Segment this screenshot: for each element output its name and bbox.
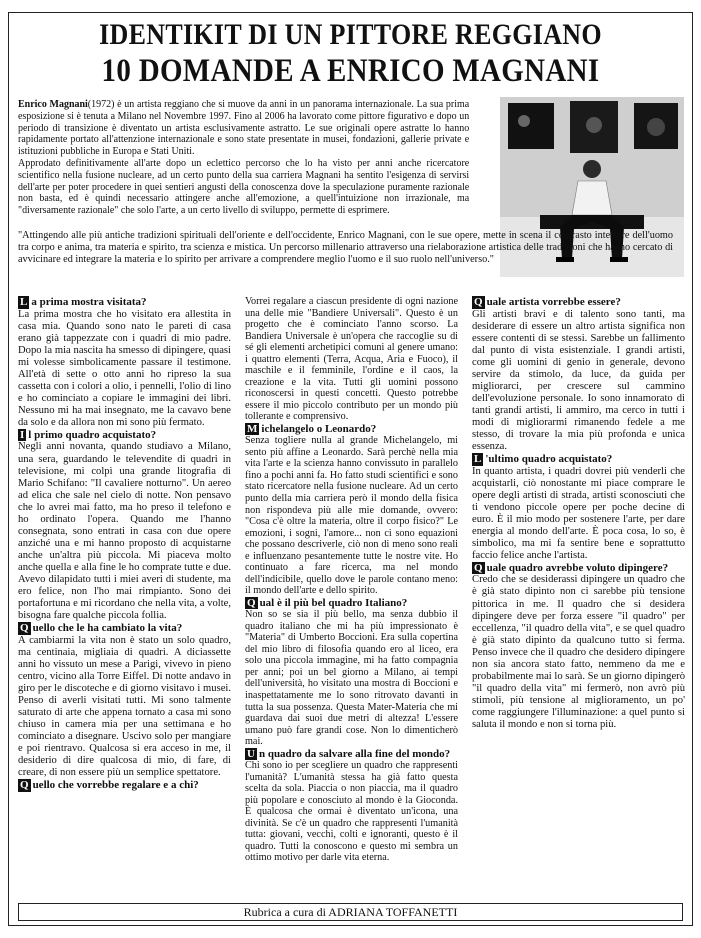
- column-2: [245, 296, 458, 864]
- answer-2: Negli anni novanta, quando studiavo a Milano, una sera, guardando le televendite di quadri in televisione, mi colpì una grande litografia di Mario Schifano: "Il cavaliere notturno". Un aereo ad elica che sale nel cielo di notte. Non pensavo che lo avrei mai fatto, ma ho preso il telefono e ho ordinato l'opera. Quando me l'hanno consegnata, sono entrati in casa con due opere anziché una e mi hanno proposto di acquistarne anche un'altra più piccola. Mi piaceva molto anche quella e alla fine le ho comprate tutte e due. Avevo dilapidato tutti i miei averi di studente, ma ero felice, non l'ho mai rimpianto. Sono dei portafortuna e mi ricordano che nella vita, a volte, bisogna fare qualche piccola follia.: [18, 441, 231, 622]
- intro-paragraph-1: [18, 99, 469, 158]
- question-3: [18, 622, 231, 635]
- question-4: [18, 779, 231, 792]
- column-1: [18, 296, 231, 792]
- question-text: n quadro da salvare alla fine del mondo?: [258, 747, 451, 760]
- question-text: a prima mostra visitata?: [31, 296, 147, 308]
- intro-quote-block: [18, 230, 673, 265]
- answer-4: Vorrei regalare a ciascun presidente di ogni nazione una delle mie "Bandiere Universali". Questo è un progetto che è cominciato l'anno scorso. La Bandiera Universale è un'opera che raccoglie su di sé gli elementi archetipici comuni al genere umano: i quattro elementi (Terra, Acqua, Aria e Fuoco), il maschile e il femminile, l'ordine e il caos, la creazione e la vita. Tutti gli uomini possono riconoscersi in questi concetti. Questo potrebbe essere il mio piccolo contributo per un mondo più tollerante e comprensivo.: [245, 296, 458, 423]
- question-initial: L: [474, 453, 482, 466]
- question-initial: Q: [474, 561, 483, 574]
- intro-paragraph-2: Approdato definitivamente all'arte dopo un eclettico percorso che lo ha visto per anni anche ricercatore scientifico nella fusione nucleare, ad un certo punto della sua carriera Magnani ha sentito l'esigenza di servirsi dell'arte per poter procedere in quei sentieri angusti della conoscenza dove la speculazione puramente razionale non basta, ed è quindi necessario attingere anche all'emozione, a quell'intuizione non irrazionale, ma "diversamente razionale" che solo l'arte, a un certo livello di sviluppo, permette di esprimere.: [18, 157, 470, 217]
- column-3: [472, 296, 685, 731]
- headline-subtitle: 10 DOMANDE A ENRICO MAGNANI: [101, 53, 600, 89]
- intro-text: [18, 99, 469, 217]
- question-text: uello che vorrebbe regalare e a chi?: [32, 779, 199, 792]
- interview-columns: [18, 296, 685, 896]
- footer-credit: Rubrica a cura di ADRIANA TOFFANETTI: [18, 903, 683, 921]
- question-1: [18, 296, 231, 309]
- question-6: [245, 597, 458, 610]
- answer-7: Chi sono io per scegliere un quadro che rappresenti l'umanità? L'umanità stessa ha già fatto questa scelta da sola. Piaccia o non piaccia, ma il quadro più popolare e conosciuto al mondo è la Gioconda. È qualcosa che ormai è diventato un'icona, una divinità. Se c'è un quadro che rappresenti l'umanità tutta: giovani, vecchi, colti e ignoranti, questo è il quadro. Tutti la conoscono e questo mi sembra un ottimo motivo per darle vita eterna.: [245, 760, 458, 864]
- question-initial: L: [20, 296, 28, 308]
- question-initial: U: [247, 747, 255, 760]
- answer-1: La prima mostra che ho visitato era allestita in casa mia. Quando sono nato le pareti di casa erano già tappezzate con i quadri di mio padre. Dopo la mia nascita ha smesso di dipingere, quasi mi volesse simbolicamente passare il testimone. All'età di sette o otto anni ho ripreso la sua cassetta con i colori a olio, i pennelli, l'olio di lino e ho cominciato a copiare le immagini dei libri. Nessuno mi ha mai insegnato, me la cavavo bene da solo e da allora non mi sono più fermato.: [18, 308, 231, 428]
- question-initial: Q: [20, 779, 29, 792]
- answer-3: A cambiarmi la vita non è stato un solo quadro, ma centinaia, migliaia di quadri. A diciassette anni ho vissuto un mese a Parigi, vivevo in pieno centro, vicino alla Torre Eiffel. Di notte andavo in giro per le discoteche e di giorno visitavo i musei. Penso di averli visitati tutti. Mi sono talmente saturato di arte che appena tornato a casa mi sono chiuso in camera mia per una settimana e ho cominciato a disegnare. Uscivo solo per mangiare e poi rientravo. Qualcosa si era acceso in me, il desiderio di dire qualcosa di mio, di fare, di creare, di non essere più un semplice spettatore.: [18, 634, 231, 779]
- answer-9: In quanto artista, i quadri dovrei più venderli che acquistarli, ciò nonostante mi piace comprare le opere degli artisti di strada, artisti sconosciuti che ti vendono piccole opere per poche decine di euro. È il mio modo per sostenere l'arte, per dare energia al mondo dell'arte. È poca cosa, lo so, è simbolico, ma mi fa sentire bene e soprattutto faccio felice anche l'artista.: [472, 465, 685, 561]
- question-8: [472, 296, 685, 309]
- intro-paragraph-1-text: (1972) è un artista reggiano che si muove da anni in un panorama internazionale. La sua prima esposizione si è tenuta a Milano nel Novembre 1997. Fino al 2006 ha lavorato come pittore figurativo e dopo un periodo di transizione è diventato un artista esclusivamente astratto. Le sue originali opere astratte lo hanno rapidamente portato all'attenzione internazionale e sono state presentate in musei, fondazioni, gallerie private e istituzioni pubbliche in Europa e Stati Uniti.: [18, 99, 470, 158]
- question-initial: Q: [247, 596, 256, 609]
- answer-8: Gli artisti bravi e di talento sono tanti, ma desiderare di essere un altro artista significa non essere contenti di se stessi. Sarebbe un fallimento dal punto di vista esistenziale. I grandi artisti, come gli uomini di genio in generale, devono servire da stimolo, da luce, da guida per migliorarci, per crescere sul cammino dell'evoluzione personale. Io sono innamorato di tanti grandi artisti, li ammiro, ma cerco in tutti i modi di migliorarmi rimanendo fedele a me stesso, di trovare la mia più profonda e unica essenza.: [472, 308, 685, 453]
- question-text: uale artista vorrebbe essere?: [486, 296, 621, 308]
- artist-name: Enrico Magnani: [18, 99, 88, 110]
- question-text: ichelangelo o Leonardo?: [261, 422, 377, 435]
- question-text: uello che le ha cambiato la vita?: [32, 622, 183, 635]
- question-10: [472, 562, 685, 575]
- intro-paragraph-3: "Attingendo alle più antiche tradizioni spirituali dell'oriente e dell'occidente, Enrico Magnani, con le sue opere, mette in scena il contrasto interiore dell'uomo tra corpo e anima, tra materia e spirito, tra scienza e mistica. Un percorso millenario attraverso una rielaborazione artistica delle tradizioni che hanno cercato di avvicinare ed integrare la materia e lo spirito per arrivare a comprendere meglio l'uomo e il suo ruolo nell'universo.": [18, 230, 674, 265]
- question-initial: M: [247, 422, 258, 435]
- question-7: [245, 748, 458, 761]
- question-9: [472, 453, 685, 466]
- question-5: [245, 423, 458, 436]
- question-text: uale quadro avrebbe voluto dipingere?: [486, 561, 669, 574]
- answer-5: Senza togliere nulla al grande Michelangelo, mi sento più affine a Leonardo. Sarà perchè nella mia vita l'arte e la scienza hanno convissuto in parallelo fino a pochi anni fa. Ho fatto studi scientifici e sono stato ricercatore nella fusione nucleare. Ad un certo punto della mia carriera però il mondo della fisica non rispondeva più alle mie domande, ovvero: "Cosa c'è oltre la materia, oltre il corpo fisico?" Le emozioni, i sogni, l'amore... non ci sono equazioni che possano descriverle, ciò non di meno sono reali e influenzano pesantemente tutte le nostre vite. Ho continuato a fare ricerca, ma nel mondo dell'indicibile, quello dove le parole contano meno: il mondo dell'arte e dello spirito.: [245, 435, 458, 597]
- question-text: ual è il più bel quadro Italiano?: [259, 596, 408, 609]
- answer-10: Credo che se desiderassi dipingere un quadro che è già stato dipinto non ci sarebbe più tensione pittorica in me. Il quadro che si desidera dipingere deve per forza essere "il quadro" per eccellenza, "il quadro della vita", e se quel quadro è già stato dipinto da qualcuno tutto si ferma. Penso invece che il quadro che desidero dipingere non sia ancora stato fatto, nemmeno da me e probabilmente mai lo sarà. Se un giorno dipingerò "il quadro della vita" mi fermerò, non avrò più stimoli, più tensione al miglioramento, un po' come raggiungere l'illuminazione: a quel punto si saluta il mondo e non si torna più.: [472, 574, 686, 730]
- question-initial: Q: [20, 622, 29, 635]
- question-initial: I: [20, 428, 25, 441]
- question-2: [18, 429, 231, 442]
- question-text: 'ultimo quadro acquistato?: [485, 453, 613, 466]
- question-initial: Q: [474, 296, 483, 308]
- headline-title: IDENTIKIT DI UN PITTORE REGGIANO: [99, 18, 602, 51]
- question-text: l primo quadro acquistato?: [28, 428, 157, 441]
- answer-6: Non so se sia il più bello, ma senza dubbio il quadro italiano che mi ha più impressionato è "Materia" di Umberto Boccioni. Era sulla copertina del mio libro di filosofia quando ero al liceo, era solo una piccola immagine, mi ha fatto compagnia per anni; poi un bel giorno a Milano, ai tempi dell'università, ho visitato una mostra di Boccioni e inaspettatamente me lo sono ritrovato davanti in tutta la sua possenza. Questa Mater-Materia che mi guardava dai suoi due metri di altezza! L'essere umano può fare grandi cose. Non lo dimenticherò mai.: [245, 609, 458, 748]
